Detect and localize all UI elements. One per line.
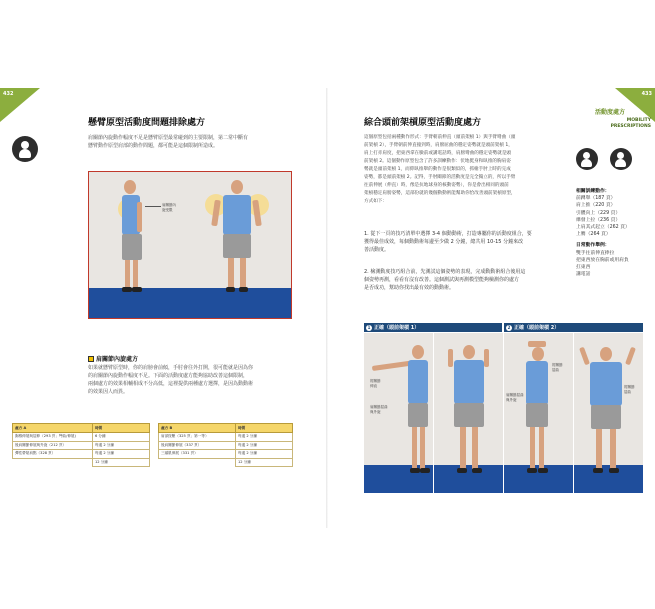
page-number: 432 <box>3 91 14 97</box>
demo-photo <box>88 171 292 319</box>
strip-callout: 肩關節屈曲 與外旋 <box>370 405 388 414</box>
strip-photo <box>434 333 504 493</box>
archetype-icon <box>12 136 38 162</box>
photo-strip <box>364 323 643 493</box>
prescription-table-b <box>158 423 293 467</box>
table-header: 時間 <box>93 424 150 433</box>
book-spread <box>0 88 655 528</box>
table-row: 胸椎伸展與屈伸（293 頁；彎曲/伸展) 6 分鐘 <box>13 433 150 442</box>
right-page <box>328 88 655 528</box>
related-movements-box: 相關訓練動作： 前蹲舉（187 頁） 肩上推（220 頁） 引體向上（229 頁） 爆發上拉（236 頁） 上肩其式起立（262 頁） 上膊（264 頁） 日常動作舉例： 雙手往前伸直捧拉 把東西放在胸前或用肩負 扛東西 講電話 <box>576 189 630 278</box>
table-row: 彈性帶貼肩點（328 頁） 每邊 2 分鐘 <box>13 450 150 459</box>
table-row: 後肩關節伸展（337 頁） 每邊 2 分鐘 <box>159 441 293 450</box>
section-heading: 肩關節內旋處方 <box>88 354 138 363</box>
table-header: 時間 <box>236 424 293 433</box>
photo-callout: 肩關節內 旋受限 <box>162 203 176 212</box>
strip-label-2: 2 正確（頭前架槓 2） <box>504 323 643 332</box>
mobility-badge: MOBILITY PRESCRIPTIONS <box>610 118 651 129</box>
strip-callout: 肩關節屈曲 與外旋 <box>506 393 524 402</box>
strip-photo <box>574 333 643 493</box>
archetype-icon <box>576 148 598 170</box>
page-number: 433 <box>641 91 652 97</box>
page-title: 懸臂原型活動度問題排除處方 <box>88 118 206 128</box>
step-1: 1. 從下一頁的技巧清單中選擇 3-4 個動動術，打造專屬你的活動度組合，要 獲得最佳成效，每個動動術每邊至少做 2 分鐘，總共用 10-15 分鐘來改 善活動度。 <box>364 231 532 253</box>
strip-callout: 肘關節 屈曲 <box>552 363 563 372</box>
bullet-square-icon <box>88 356 94 362</box>
strip-photo <box>504 333 574 493</box>
intro-line: 懸臂動作原型肩部的動作問題，都可能是這個限制所造成。 <box>88 143 219 149</box>
table-row: 12 分鐘 <box>159 458 293 467</box>
strip-label-1: 1 正確（頭前架槓 1） <box>364 323 502 332</box>
archetype-icon <box>610 148 632 170</box>
table-header: 處方 B <box>159 424 236 433</box>
strip-photo <box>364 333 434 493</box>
strip-callout: 肘關節 伸直 <box>370 379 381 388</box>
intro-line: 肩關節內旋動作幅度不足是懸臂原型最常碰到的主要限制，第二常中斷有 <box>88 135 249 141</box>
table-row: 肩部按壓（325 頁；第一等） 每邊 2 分鐘 <box>159 433 293 442</box>
left-page <box>0 88 327 528</box>
running-header: 活動度處方 <box>594 109 625 116</box>
intro-paragraph <box>88 134 318 150</box>
section-paragraph: 如果就懸臂原型時，你的肩膀會前傾，手肘會往外打開，很可能就是因為你 的肩關節內旋動作幅度不足。下面的活動度處方能夠協助改善這個限制， 兩個處方的效果相輔相成不分高低，這裡提供兩種處方選擇，是因為動動術 的效果因人而異。 <box>88 365 254 395</box>
strip-callout: 肘關節 屈曲 <box>624 385 635 394</box>
table-header: 處方 A <box>13 424 93 433</box>
table-row: 後肩關節伸展與外旋（212 頁） 每邊 2 分鐘 <box>13 441 150 450</box>
intro-paragraph: 這個原型包括兩種動作形式：手臂朝前伸直（頭前架槓 1）與手臂彎曲（頭 前架槓 2），手臂朝前伸直撞到時，肩膀屈曲的穩定姿勢就是頭前架槓 1， 肩上打赤肩度，把東西拿在臉前或講電話時，肩膀彎曲的穩定姿勢就是頭 前架槓 2。這個動作原型包含了許多訓練動作：伏地挺身和臥推的胸肩姿 勢就是頭前架槓 1，而仰臥推舉的動作是很類似的，抓槍手肘上時的完成 姿勢，都是頭前架槓 2。記得，手肘關節的活動度是完全獨立的，所以手臂 往前伸展（伸直）時，像是抗地球身的核動姿勢），你是會出相同的頭前 架槓穩定肩膀姿勢，這部份就的幾個動動術能幫助你恰改善頭前架槓原型， 方式如下： <box>364 135 516 204</box>
page-title: 綜合頭前架槓原型活動度處方 <box>364 118 482 128</box>
step-2: 2. 檢測動度技巧組合前，先測試這個姿勢的表現，完成動動術組合後用這 個姿勢再測，看看有沒有改善。這個測試與再測模型能夠檢測你的處方 是否成功，幫助你找出最有效的動動術。 <box>364 269 526 291</box>
table-row: 12 分鐘 <box>13 458 150 467</box>
prescription-table-a <box>12 423 150 467</box>
table-row: 三頭肌伸展（331 頁） 每邊 2 分鐘 <box>159 450 293 459</box>
